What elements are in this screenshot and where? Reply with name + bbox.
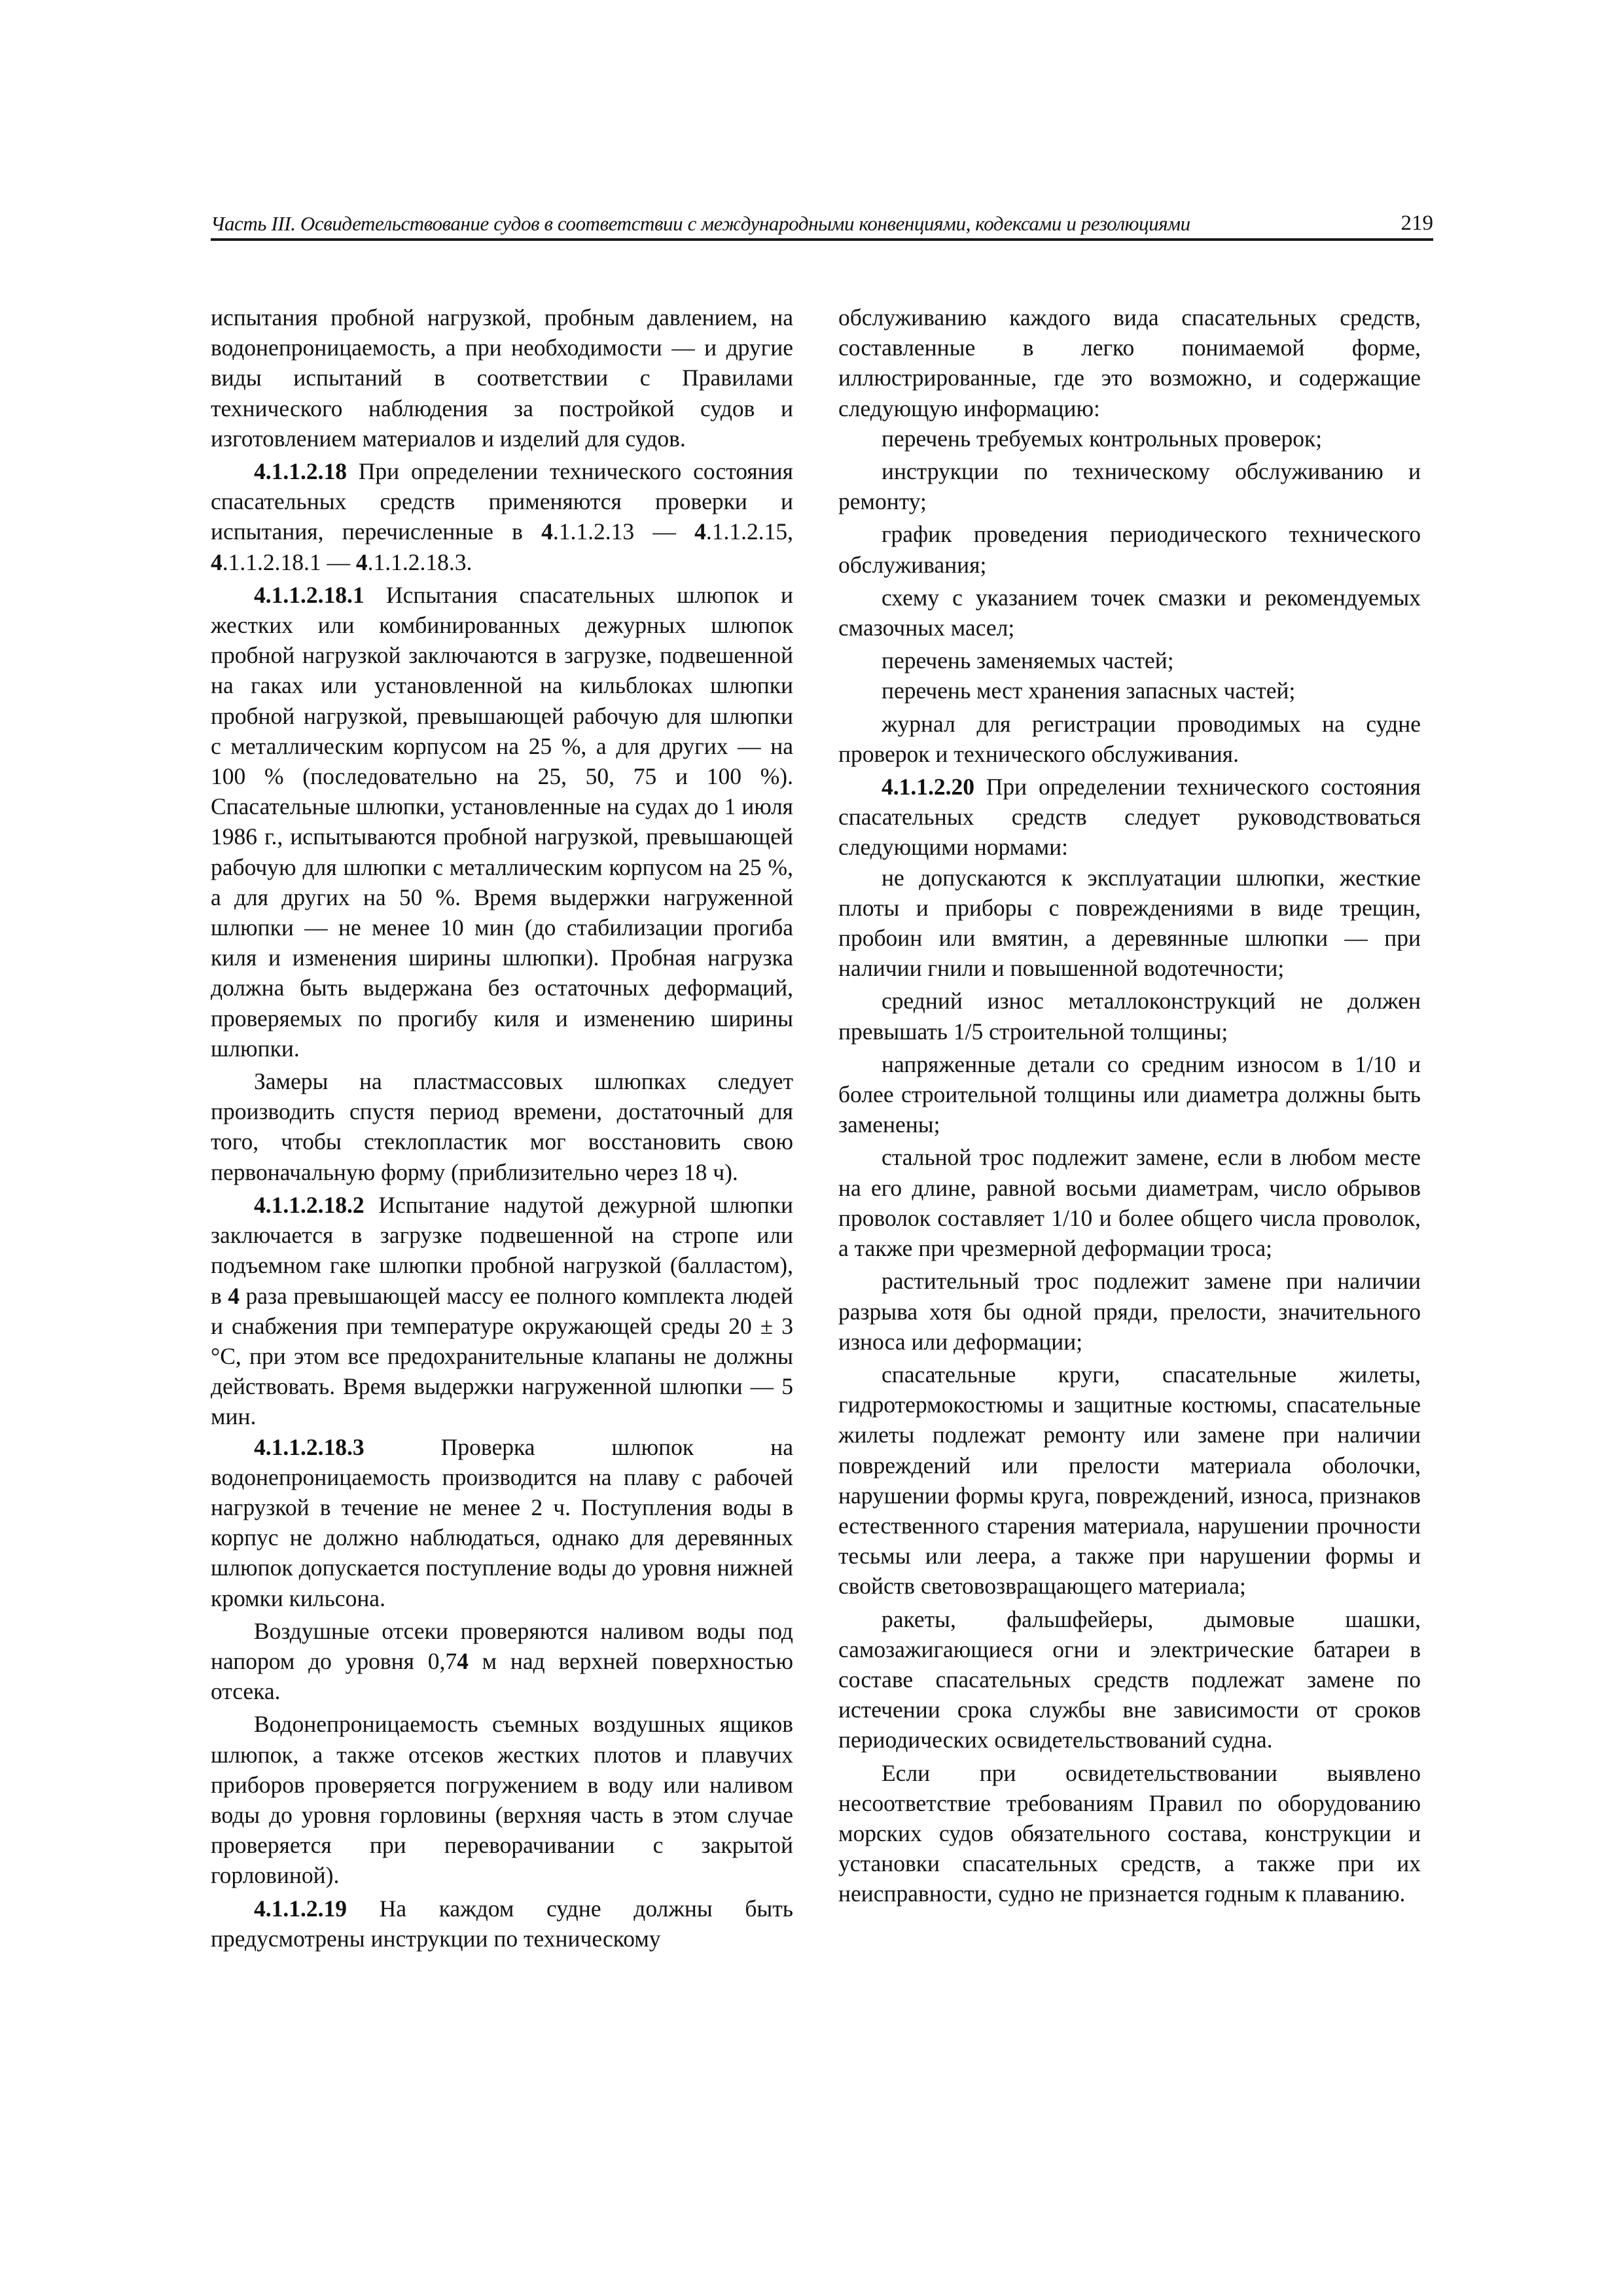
list-item: стальной трос подлежит замене, если в любом месте на его длине, равной восьми диаметрам, число обрывов проволок составляет 1/10 и более общего числа проволок, а также при чрезмерной деформации троса; (838, 1144, 1421, 1262)
clause-number: 4.1.1.2.19 (254, 1895, 347, 1922)
list-item: перечень заменяемых частей; (882, 647, 1174, 674)
bold-number: 4 (457, 1647, 469, 1674)
paragraph-text: Испытание надутой дежурной шлюпки заключается в загрузке подвешенной на стропе или подъемном гаке шлюпки пробной нагрузкой (балластом), в (211, 1191, 793, 1309)
paragraph: Водонепроницаемость съемных воздушных ящиков шлюпок, а также отсеков жестких плотов и плавучих приборов проверяется погружением в воду или наливом воды до уровня горловины (верхняя часть в этом случае проверяется при переворачивании с закрытой горловиной). (211, 1711, 793, 1889)
paragraph-text: При определении технического состояния спасательных средств следует руководствоваться следующими нормами: (838, 774, 1421, 861)
clause-number: 4.1.1.2.18.3 (254, 1433, 365, 1460)
list-item: средний износ металлоконструкций не должен превышать 1/5 строительной толщины; (838, 988, 1421, 1045)
clause-number: 4.1.1.2.18.1 (254, 581, 365, 608)
paragraph-text: Испытания спасательных шлюпок и жестких или комбинированных дежурных шлюпок пробной нагрузкой заключаются в загрузке, подвешенной на гаках или установленной на кильблоках шлюпки пробной нагрузкой, превышающей рабочую для шлюпки с металлическим корпусом на 25 %, а для других — на 100 % (последовательно на 25, 50, 75 и 100 %). Спасательные шлюпки, установленные на судах до 1 июля 1986 г., испытываются пробной нагрузкой, превышающей рабочую для шлюпки с металлическим корпусом на 25 %, а для других на 50 %. Время выдержки нагруженной шлюпки — не менее 10 мин (до стабилизации прогиба киля и изменения ширины шлюпки). Пробная нагрузка должна быть выдержана без остаточных деформаций, проверяемых по прогибу киля и изменению ширины шлюпки. (211, 581, 793, 1062)
list-item: спасательные круги, спасательные жилеты, гидротермокостюмы и защитные костюмы, спасательные жилеты подлежат ремонту или замене при наличии повреждений или прелости материала оболочки, нарушении формы круга, повреждений, износа, признаков естественного старения материала, нарушении прочности тесьмы или леера, а также при нарушении формы и свойств световозвращающего материала; (838, 1361, 1421, 1600)
paragraph-4-1-1-2-19 (211, 1893, 793, 1954)
left-column (211, 302, 793, 1954)
clause-ref: 4 (541, 518, 553, 545)
paragraph-4-1-1-2-18-3 (211, 1432, 793, 1613)
page-number: 219 (1400, 211, 1433, 235)
clause-number: 4.1.1.2.18 (254, 458, 347, 485)
list-item: схему с указанием точек смазки и рекомендуемых смазочных масел; (838, 584, 1421, 641)
list-item: ракеты, фальшфейеры, дымовые шашки, самозажигающиеся огни и электрические батареи в составе спасательных средств подлежат замене по истечении срока службы вне зависимости от сроков периодических освидетельствований судна. (838, 1605, 1421, 1753)
right-column (838, 302, 1421, 1909)
paragraph-text: При определении технического состояния спасательных средств применяются проверки и испытания, перечисленные в (211, 458, 793, 545)
list-item: перечень мест хранения запасных частей; (882, 677, 1296, 704)
bold-number: 4 (228, 1282, 240, 1309)
list-item: инструкции по техническому обслуживанию и ремонту; (838, 458, 1421, 515)
paragraph-4-1-1-2-20 (838, 772, 1421, 863)
list-item: график проведения периодического технического обслуживания; (838, 521, 1421, 578)
running-header-title: Часть III. Освидетельствование судов в соответствии с международными конвенциями, кодексами и резолюциями (211, 212, 1190, 235)
paragraph-text: .1.1.2.18.3. (367, 548, 473, 575)
paragraph-4-1-1-2-18-1 (211, 580, 793, 1064)
paragraph-text: На каждом судне должны быть предусмотрены инструкции по техническому (211, 1895, 793, 1952)
list-item: не допускаются к эксплуатации шлюпки, жесткие плоты и приборы с повреждениями в виде трещин, пробоин или вмятин, а деревянные шлюпки — при наличии гнили и повышенной водотечности; (838, 864, 1421, 982)
clause-number: 4.1.1.2.20 (882, 774, 974, 800)
clause-ref: 4 (211, 548, 223, 575)
paragraph-text: Проверка шлюпок на водонепроницаемость производится на плаву с рабочей нагрузкой в течение не менее 2 ч. Поступления воды в корпус не должно наблюдаться, однако для деревянных шлюпок допускается поступление воды до уровня нижней кромки кильсона. (211, 1433, 793, 1611)
paragraph: испытания пробной нагрузкой, пробным давлением, на водонепроницаемость, а при необходимости — и другие виды испытаний в соответствии с Правилами технического наблюдения за постройкой судов и изготовлением материалов и изделий для судов. (211, 304, 793, 452)
paragraph-text: .1.1.2.18.1 — (222, 548, 356, 575)
paragraph-4-1-1-2-18 (211, 456, 793, 577)
clause-ref: 4 (355, 548, 368, 575)
paragraph-text: раза превышающей массу ее полного комплекта людей и снабжения при температуре окружающей среды 20 ± 3 °С, при этом все предохранительные клапаны не должны действовать. Время выдержки нагруженной шлюпки — 5 мин. (211, 1282, 793, 1430)
paragraph: Замеры на пластмассовых шлюпках следует производить спустя период времени, достаточный для того, чтобы стеклопластик мог восстановить свою первоначальную форму (приблизительно через 18 ч). (211, 1068, 793, 1185)
paragraph-4-1-1-2-18-2 (211, 1190, 793, 1432)
paragraph-text: м над верхней поверхностью отсека. (211, 1647, 793, 1705)
paragraph-text: .1.1.2.13 — (552, 518, 695, 545)
paragraph-text: .1.1.2.15, (705, 518, 793, 545)
paragraph-text: Воздушные отсеки проверяются наливом воды под напором до уровня 0,7 (211, 1617, 793, 1674)
paragraph (211, 1616, 793, 1707)
paragraph: обслуживанию каждого вида спасательных средств, составленные в легко понимаемой форме, иллюстрированные, где это возможно, и содержащие следующую информацию: (838, 304, 1421, 422)
list-item: перечень требуемых контрольных проверок; (882, 425, 1323, 452)
clause-number: 4.1.1.2.18.2 (254, 1191, 365, 1218)
list-item: журнал для регистрации проводимых на судне проверок и технического обслуживания. (838, 710, 1421, 767)
page-header (211, 204, 1433, 241)
list-item: напряженные детали со средним износом в 1/10 и более строительной толщины или диаметра должны быть заменены; (838, 1050, 1421, 1138)
clause-ref: 4 (694, 518, 706, 545)
paragraph: Если при освидетельствовании выявлено несоответствие требованиям Правил по оборудованию морских судов обязательного состава, конструкции и установки спасательных средств, а также при их неисправности, судно не признается годным к плаванию. (838, 1759, 1421, 1907)
list-item: растительный трос подлежит замене при наличии разрыва хотя бы одной пряди, прелости, значительного износа или деформации; (838, 1268, 1421, 1355)
